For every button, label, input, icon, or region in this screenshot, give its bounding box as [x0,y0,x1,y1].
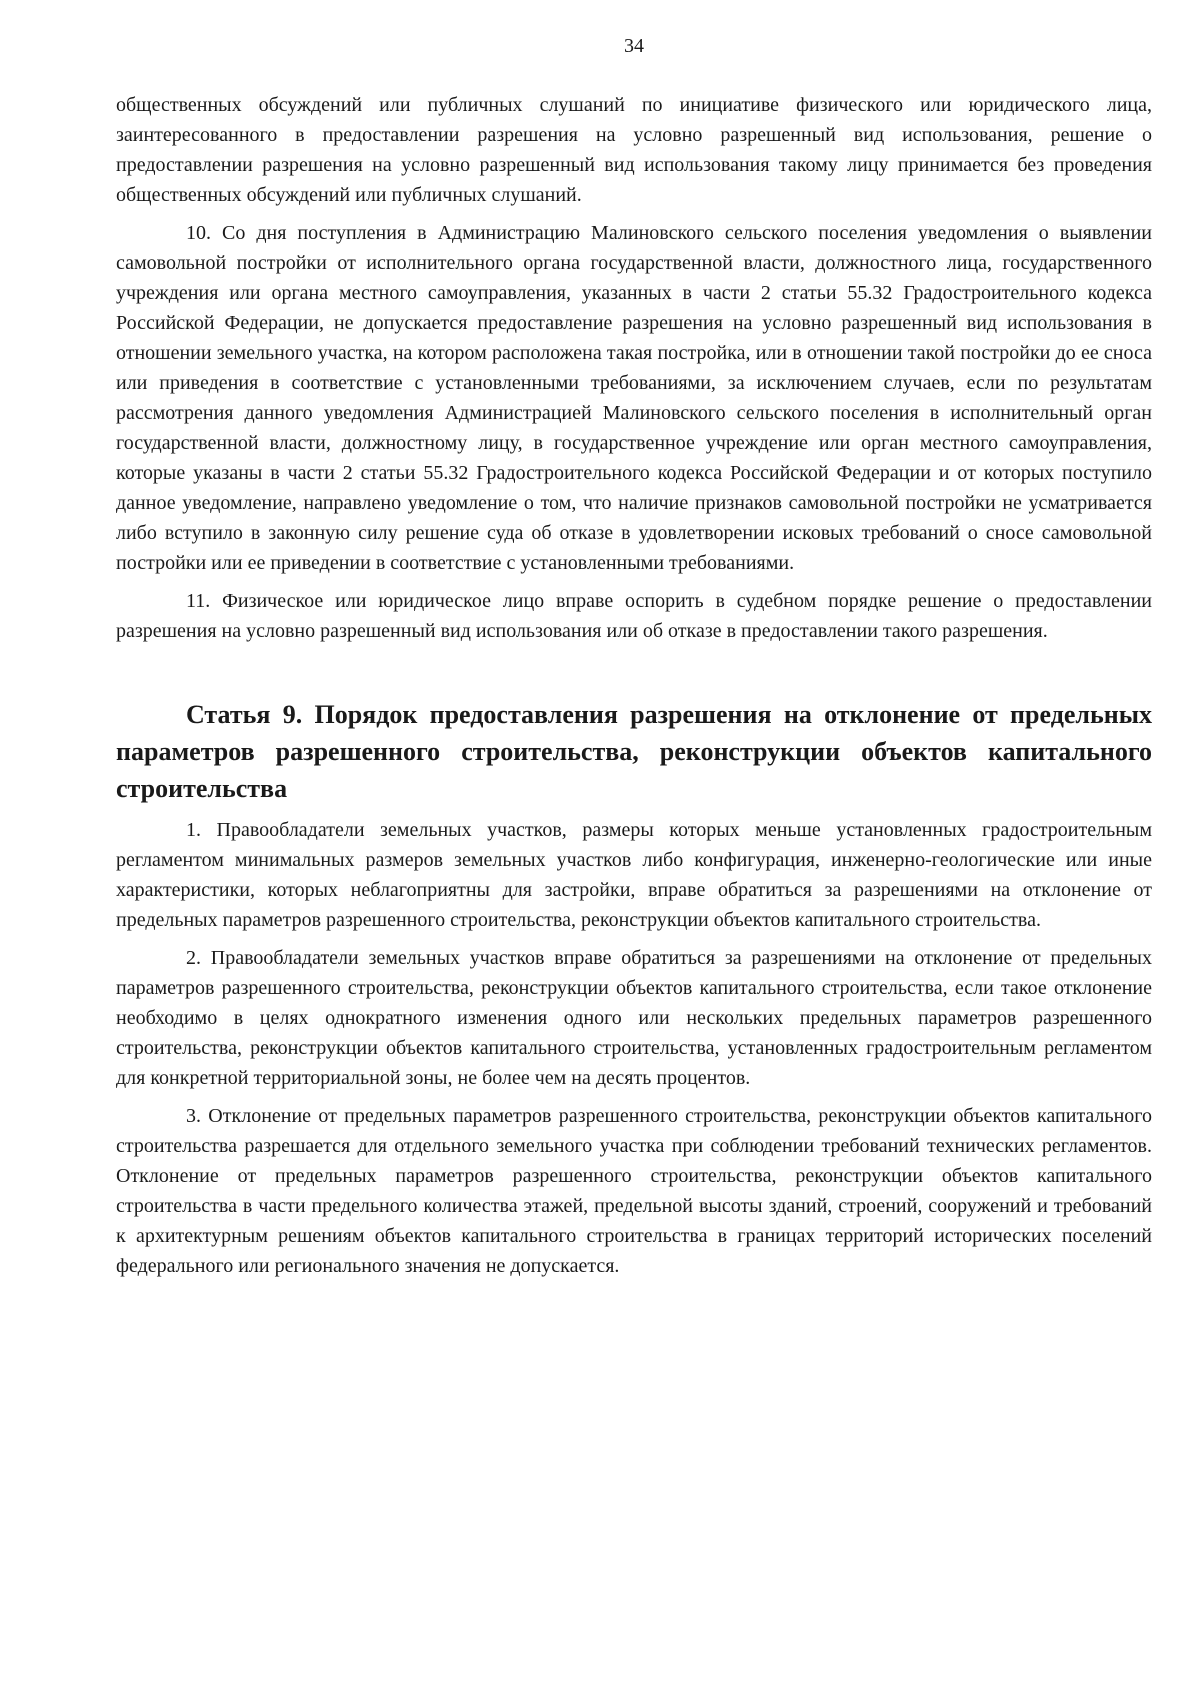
article-heading: Статья 9. Порядок предоставления разрешения на отклонение от предельных параметров разрешенного строительства, реконструкции объектов капитального строительства [116,700,1152,803]
article-paragraph-2: 2. Правообладатели земельных участков вправе обратиться за разрешениями на отклонение от предельных параметров разрешенного строительства, реконструкции объектов капитального строительства, если такое отклонение необходимо в целях однократного изменения одного или нескольких предельных параметров разрешенного строительства, реконструкции объектов капитального строительства, установленных градостроительным регламентом для конкретной территориальной зоны, не более чем на десять процентов. [116,947,1152,1089]
article-paragraph-1: 1. Правообладатели земельных участков, размеры которых меньше установленных градостроительным регламентом минимальных размеров земельных участков либо конфигурация, инженерно-геологические или иные характеристики, которых неблагоприятны для застройки, вправе обратиться за разрешениями на отклонение от предельных параметров разрешенного строительства, реконструкции объектов капитального строительства. [116,819,1152,931]
paragraph-11: 11. Физическое или юридическое лицо вправе оспорить в судебном порядке решение о предоставлении разрешения на условно разрешенный вид использования или об отказе в предоставлении такого разрешения. [116,590,1152,642]
document-page [116,32,1152,1289]
paragraph-continuation: общественных обсуждений или публичных слушаний по инициативе физического или юридического лица, заинтересованного в предоставлении разрешения на условно разрешенный вид использования, решение о предоставлении разрешения на условно разрешенный вид использования такому лицу принимается без проведения общественных обсуждений или публичных слушаний. [116,94,1152,206]
article-paragraph-3: 3. Отклонение от предельных параметров разрешенного строительства, реконструкции объектов капитального строительства разрешается для отдельного земельного участка при соблюдении требований технических регламентов. Отклонение от предельных параметров разрешенного строительства, реконструкции объектов капитального строительства в части предельного количества этажей, предельной высоты зданий, строений, сооружений и требований к архитектурным решениям объектов капитального строительства в границах территорий исторических поселений федерального или регионального значения не допускается. [116,1105,1152,1277]
paragraph-10: 10. Со дня поступления в Администрацию Малиновского сельского поселения уведомления о выявлении самовольной постройки от исполнительного органа государственной власти, должностного лица, государственного учреждения или органа местного самоуправления, указанных в части 2 статьи 55.32 Градостроительного кодекса Российской Федерации, не допускается предоставление разрешения на условно разрешенный вид использования в отношении земельного участка, на котором расположена такая постройка, или в отношении такой постройки до ее сноса или приведения в соответствие с установленными требованиями, за исключением случаев, если по результатам рассмотрения данного уведомления Администрацией Малиновского сельского поселения в исполнительный орган государственной власти, должностному лицу, в государственное учреждение или орган местного самоуправления, которые указаны в части 2 статьи 55.32 Градостроительного кодекса Российской Федерации и от которых поступило данное уведомление, направлено уведомление о том, что наличие признаков самовольной постройки не усматривается либо вступило в законную силу решение суда об отказе в удовлетворении исковых требований о сносе самовольной постройки или ее приведении в соответствие с установленными требованиями. [116,222,1152,574]
page-number: 34 [624,35,644,57]
